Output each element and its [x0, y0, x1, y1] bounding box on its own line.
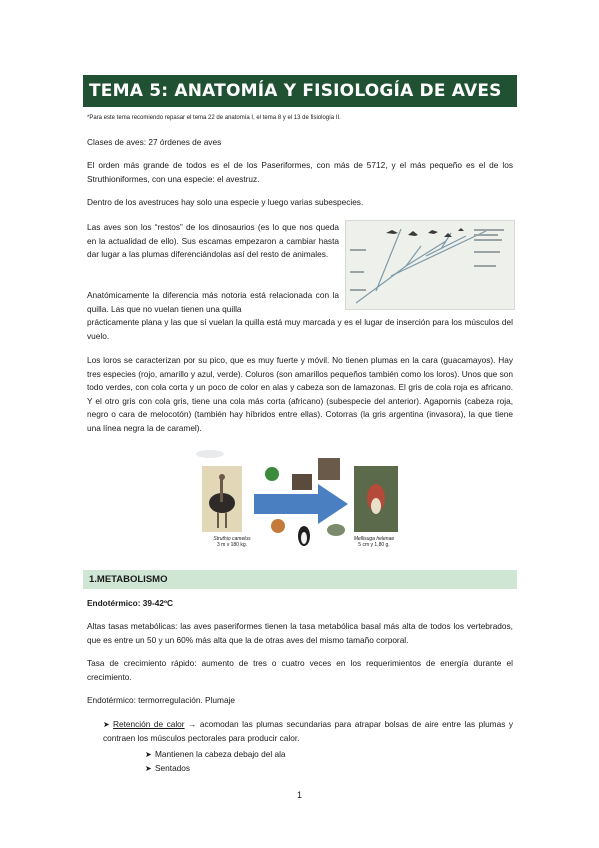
- study-note: *Para este tema recomiendo repasar el tema 22 de anatomía I, el tema 8 y el 13 de fisiología II.: [87, 115, 341, 121]
- parrot-photo: [265, 467, 279, 481]
- ostrich-size: 3 m v 180 kg.: [216, 542, 247, 548]
- endothermic-heading: Endotérmico: 39-42ºC: [87, 598, 174, 608]
- paragraph-keel-part2: prácticamente plana y las que sí vuelan la quilla está muy marcada y es el lugar de inserción para los músculos del vuelo.: [87, 317, 513, 341]
- paragraph-keel-part1: Anatómicamente la diferencia más notoria está relacionada con la quilla. Las que no vuelan tienen una quilla: [87, 290, 339, 314]
- metabolic-rates-text: las aves paseriformes tienen la tasa metabólica basal más alta de todos los vertebrados, que es entre un 50 y un 60% más alta que la de otras aves del mismo tamaño corporal.: [87, 621, 513, 645]
- phylogeny-figure: [345, 220, 515, 310]
- owl-photo: [318, 458, 340, 480]
- paragraph-thermoregulation: Endotérmico: termorregulación. Plumaje: [87, 695, 236, 705]
- hummingbird-species-name: Mellisuga helenae: [353, 536, 395, 542]
- paragraph-metabolic-rates: [87, 620, 513, 647]
- metabolic-rates-label: Altas tasas metabólicas:: [87, 621, 178, 631]
- section-heading-metabolism: 1.METABOLISMO: [83, 570, 517, 589]
- paragraph-parrots: Los loros se caracterizan por su pico, que es muy fuerte y móvil. No tienen plumas en la cara (guacamayos). Hay tres especies (rojo, amarillo y azul, verde). Coluros (son amarillos pequeños también como los loros). Unos que son todo verdes, con cola corta y un poco de color en alas y cabeza son de lamazonas. El gris de cola roja es africano. Y el otro gris con cola gris, tiene una cola más corta (africano) (subespecie del anterior). Agapornis (cabeza roja, negro o cara de melocotón) (también hay híbridos entre ellas). Cotorras (la gris argentina (invasora), la que tiene una línea negra la de caramel).: [87, 355, 513, 433]
- arrow-bullet-icon: ➤: [145, 750, 152, 759]
- bullet-heat-retention: [103, 718, 513, 745]
- sub-bullet-text: Mantienen la cabeza debajo del ala: [155, 749, 286, 759]
- paragraph-growth-rate: Tasa de crecimiento rápido: aumento de tres o cuatro veces en los requerimientos de energía durante el crecimiento.: [87, 658, 513, 682]
- ostrich-species-name: Struthio camelus: [213, 536, 251, 542]
- phylogeny-tree-image: [346, 221, 514, 309]
- arrow-bullet-icon: ➤: [145, 764, 152, 773]
- sub-bullet-sitting: [145, 762, 190, 776]
- heat-retention-text: → acomodan las plumas secundarias para atrapar bolsas de aire entre las plumas y contraen los músculos pectorales para producir calor.: [103, 719, 514, 743]
- duck-photo: [327, 524, 345, 536]
- paragraph-largest-order: El orden más grande de todos es el de los Paseriformes, con más de 5712, y el más pequeño es el de los Struthioniformes, con una especie: el avestruz.: [87, 160, 513, 184]
- chicken-photo: [271, 519, 285, 533]
- kiwi-photo: [292, 474, 312, 490]
- page-title: TEMA 5: ANATOMÍA Y FISIOLOGÍA DE AVES: [83, 75, 517, 107]
- paragraph-ostrich-species: Dentro de los avestruces hay solo una especie y luego varias subespecies.: [87, 197, 364, 207]
- paragraph-bird-classes: Clases de aves: 27 órdenes de aves: [87, 137, 222, 147]
- hummingbird-size: 5 cm y 1,80 g.: [358, 542, 390, 548]
- sub-bullet-head-under-wing: [145, 748, 286, 762]
- hummingbird-caption: [344, 536, 404, 548]
- heat-retention-label: Retención de calor: [113, 719, 185, 729]
- arrow-bullet-icon: ➤: [103, 720, 110, 729]
- sub-bullet-text: Sentados: [155, 763, 191, 773]
- paragraph-dinosaurs: Las aves son los “restos” de los dinosaurios (es lo que nos queda en la actualidad de ello). Sus escamas empezaron a cambiar hasta dar lugar a las plumas diferenciándolas así del resto de animales.: [87, 222, 339, 260]
- ostrich-caption: [202, 536, 262, 548]
- page-number: 1: [296, 790, 302, 800]
- size-comparison-figure: [196, 448, 408, 558]
